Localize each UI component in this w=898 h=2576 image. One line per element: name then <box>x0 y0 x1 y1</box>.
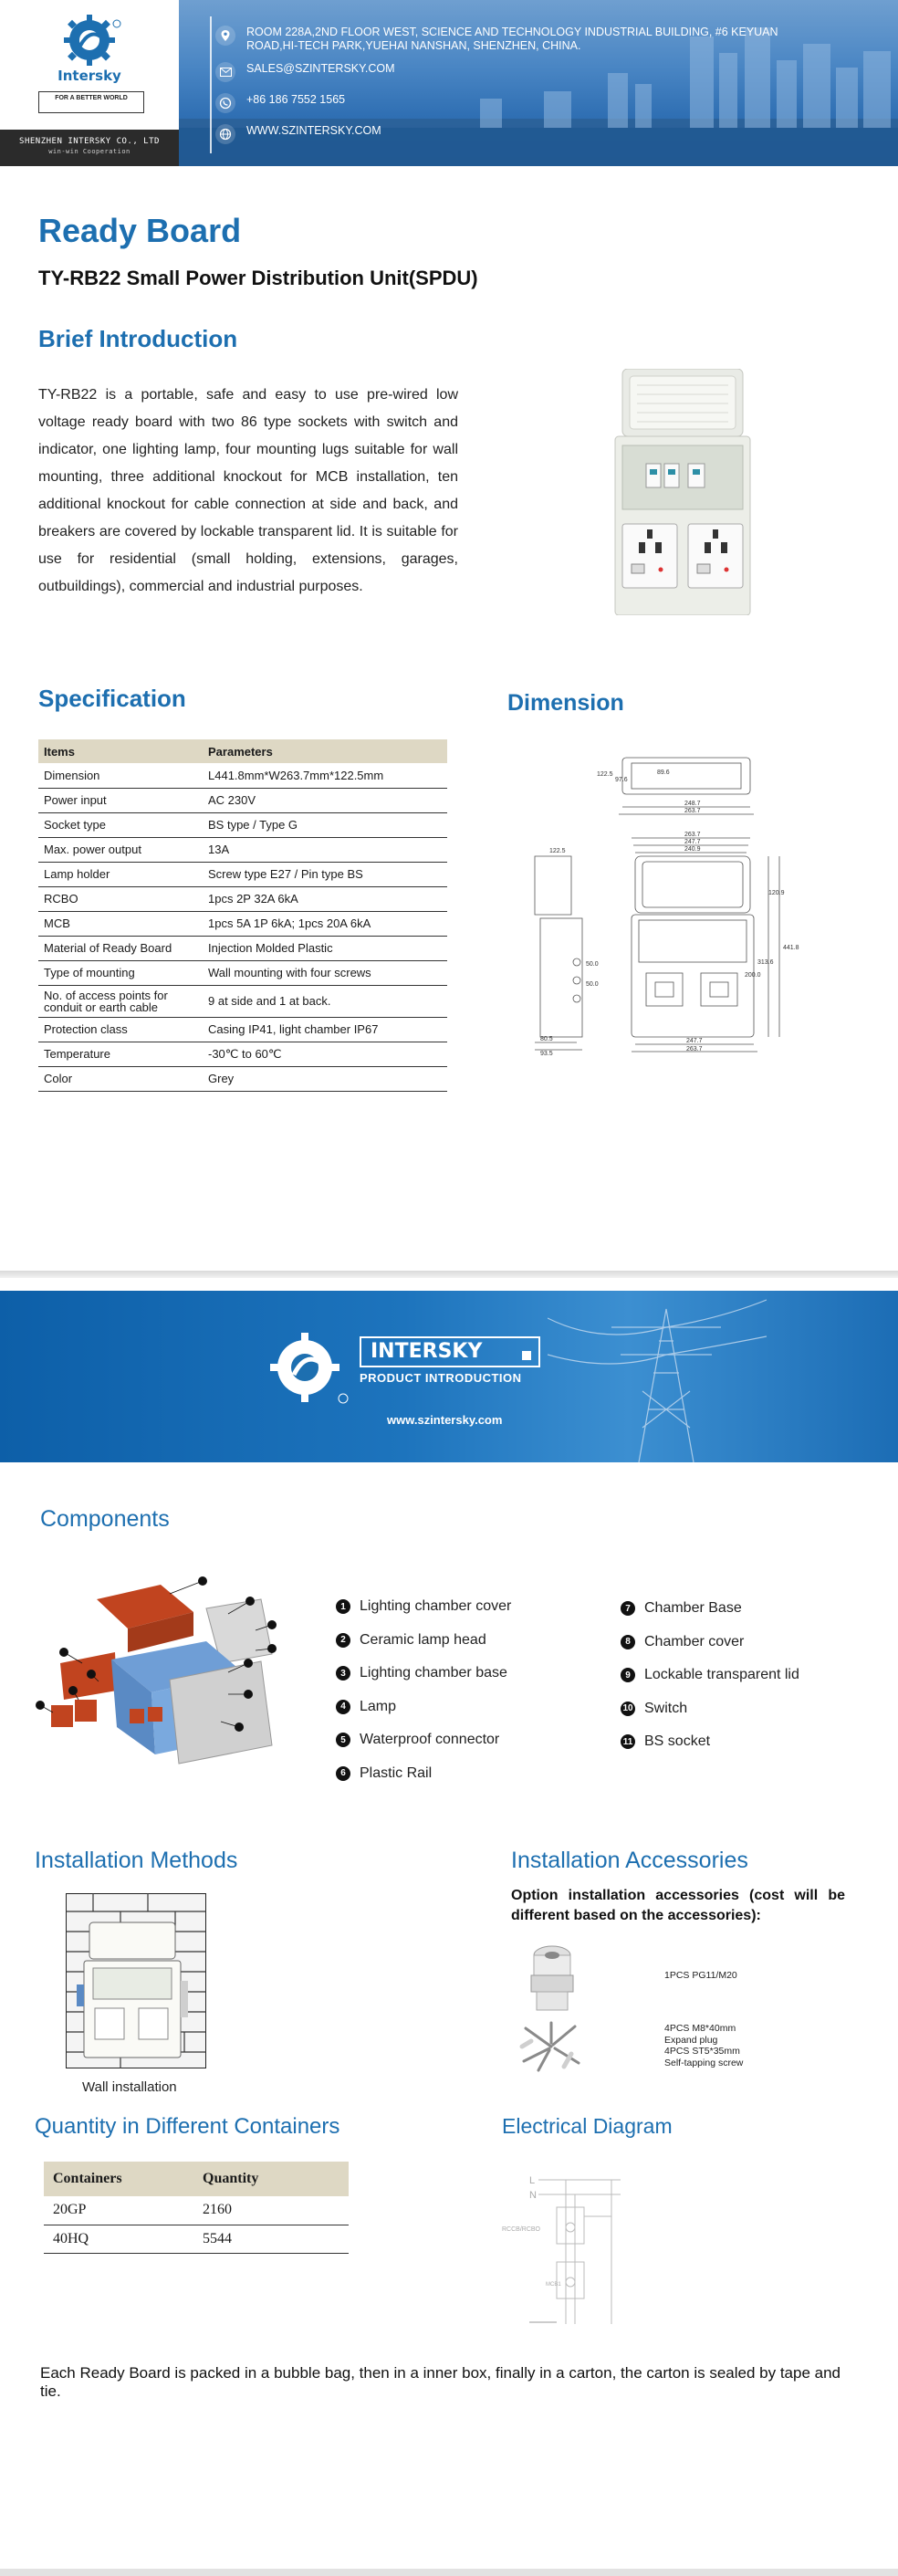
component-label: Switch <box>644 1700 688 1716</box>
wall-installation-label: Wall installation <box>82 2079 177 2095</box>
dim-label: 122.5 <box>549 848 566 854</box>
component-label: Lighting chamber base <box>360 1665 507 1681</box>
spec-col-parameters: Parameters <box>203 739 447 763</box>
list-item <box>336 1624 511 1658</box>
exploded-view-image <box>33 1572 288 1782</box>
dim-label: 89.6 <box>657 770 670 776</box>
accessory-gland-label: 1PCS PG11/M20 <box>664 1970 737 1981</box>
spec-value: Wall mounting with four screws <box>203 960 447 985</box>
square-mark-icon <box>522 1351 531 1360</box>
packing-note: Each Ready Board is packed in a bubble bag, then in a inner box, finally in a carton, the carton is sealed by tape and tie. <box>40 2364 841 2400</box>
dim-label: 248.7 <box>684 801 701 807</box>
spec-col-items: Items <box>38 739 203 763</box>
dim-label: 80.5 <box>540 1036 553 1042</box>
components-list-left <box>336 1590 511 1790</box>
dim-label: 50.0 <box>586 961 599 968</box>
item-number-badge: 5 <box>336 1733 350 1747</box>
table-row <box>38 936 447 960</box>
company-name: SHENZHEN INTERSKY CO., LTD <box>19 137 160 146</box>
website-row <box>215 124 830 144</box>
accessory-line: Expand plug <box>664 2034 718 2046</box>
banner-url[interactable]: www.szintersky.com <box>387 1413 503 1427</box>
dim-label: 240.9 <box>684 846 701 853</box>
banner-brand: INTERSKY <box>371 1340 483 1363</box>
item-number-badge: 7 <box>621 1601 635 1616</box>
component-label: Waterproof connector <box>360 1732 500 1748</box>
dim-label: 263.7 <box>686 1046 703 1052</box>
spec-value: Screw type E27 / Pin type BS <box>203 862 447 886</box>
spec-item: Lamp holder <box>38 862 203 886</box>
whatsapp-icon <box>215 93 235 113</box>
list-item <box>336 1657 511 1691</box>
table-row <box>44 2225 349 2253</box>
table-row <box>38 812 447 837</box>
dim-label: 120.9 <box>768 890 785 896</box>
accessories-description: Option installation accessories (cost will be different based on the accessories): <box>511 1888 845 1923</box>
company-motto: win-win Cooperation <box>48 148 131 155</box>
item-number-badge: 10 <box>621 1702 635 1716</box>
dim-label: 50.0 <box>586 981 599 988</box>
electrical-diagram-image <box>502 2162 621 2326</box>
accessory-screws-label <box>664 2023 743 2068</box>
container-qty: 5544 <box>193 2225 349 2253</box>
spec-item: Max. power output <box>38 837 203 862</box>
intro-heading: Brief Introduction <box>38 325 238 352</box>
page-bottom-border <box>0 2569 898 2576</box>
specification-heading: Specification <box>38 685 186 712</box>
accessory-line: 4PCS M8*40mm <box>664 2023 736 2034</box>
list-item <box>621 1626 799 1660</box>
dim-label: 313.6 <box>757 959 774 966</box>
spec-item: MCB <box>38 911 203 936</box>
dim-label: 93.5 <box>540 1051 553 1057</box>
contact-divider <box>210 16 212 153</box>
component-label: Ceramic lamp head <box>360 1631 486 1648</box>
spec-item: Type of mounting <box>38 960 203 985</box>
company-name-bar <box>0 130 179 166</box>
component-label: Lockable transparent lid <box>644 1667 799 1683</box>
logo-tagline <box>38 91 144 113</box>
list-item <box>621 1659 799 1692</box>
dim-label: 247.7 <box>686 1038 703 1044</box>
table-row <box>38 1066 447 1091</box>
item-number-badge: 8 <box>621 1635 635 1649</box>
item-number-badge: 3 <box>336 1666 350 1681</box>
item-number-badge: 4 <box>336 1700 350 1714</box>
dim-label: 200.0 <box>745 972 761 979</box>
product-subtitle: TY-RB22 Small Power Distribution Unit(SPDU) <box>38 267 478 289</box>
dim-label: 247.7 <box>684 839 701 845</box>
wall-installation-image <box>66 1893 206 2068</box>
table-row <box>38 788 447 812</box>
ready-board-product-image <box>610 369 756 615</box>
containers-header-row <box>44 2162 349 2196</box>
item-number-badge: 1 <box>336 1599 350 1614</box>
components-list-right <box>621 1592 799 1759</box>
list-item <box>336 1757 511 1791</box>
gear-logo-icon <box>53 13 130 68</box>
installation-accessories-heading: Installation Accessories <box>511 1848 748 1873</box>
location-pin-icon <box>215 26 235 46</box>
spec-value: BS type / Type G <box>203 812 447 837</box>
banner-subtitle: PRODUCT INTRODUCTION <box>360 1371 522 1385</box>
dimension-drawing <box>522 747 823 1057</box>
specification-table <box>38 739 447 1092</box>
list-item <box>336 1590 511 1624</box>
table-row <box>38 985 447 1017</box>
item-number-badge: 2 <box>336 1633 350 1648</box>
accessory-line: 4PCS ST5*35mm <box>664 2046 740 2057</box>
dim-label: 97.6 <box>615 777 628 783</box>
components-heading: Components <box>40 1506 170 1532</box>
spec-item: Dimension <box>38 763 203 788</box>
spec-item: Socket type <box>38 812 203 837</box>
component-label: Lighting chamber cover <box>360 1598 512 1615</box>
installation-methods-heading: Installation Methods <box>35 1848 238 1873</box>
container-type: 20GP <box>44 2196 193 2225</box>
table-row <box>38 1017 447 1042</box>
list-item <box>621 1692 799 1726</box>
list-item <box>336 1723 511 1757</box>
company-logo-block <box>0 0 179 166</box>
spec-value: 1pcs 2P 32A 6kA <box>203 886 447 911</box>
item-number-badge: 11 <box>621 1734 635 1749</box>
list-item <box>336 1691 511 1724</box>
table-row <box>44 2196 349 2225</box>
logo-tagline-text: FOR A BETTER WORLD <box>55 95 128 101</box>
diagram-label-rcbo: RCCB/RCBO <box>502 2226 541 2233</box>
containers-table <box>44 2162 349 2254</box>
table-row <box>38 1042 447 1066</box>
container-qty: 2160 <box>193 2196 349 2225</box>
item-number-badge: 9 <box>621 1668 635 1682</box>
accessory-line: Self-tapping screw <box>664 2057 744 2068</box>
phone-row <box>215 93 830 113</box>
spec-value: -30℃ to 60℃ <box>203 1042 447 1066</box>
spec-item: Temperature <box>38 1042 203 1066</box>
intersky-gear-logo-icon <box>265 1325 356 1408</box>
spec-value: L441.8mm*W263.7mm*122.5mm <box>203 763 447 788</box>
phone-number[interactable]: +86 186 7552 1565 <box>246 93 346 106</box>
dim-label: 263.7 <box>684 832 701 838</box>
diagram-label-l: L <box>529 2175 536 2186</box>
spec-item: Color <box>38 1066 203 1091</box>
mail-icon <box>215 62 235 82</box>
list-item <box>621 1725 799 1759</box>
table-row <box>38 862 447 886</box>
dim-label: 441.8 <box>783 945 799 951</box>
cable-gland-image <box>520 1941 584 2014</box>
spec-item: Material of Ready Board <box>38 936 203 960</box>
component-label: Chamber Base <box>644 1600 742 1617</box>
dimension-heading: Dimension <box>507 690 624 716</box>
spec-value: 9 at side and 1 at back. <box>203 985 447 1017</box>
container-type: 40HQ <box>44 2225 193 2253</box>
col-quantity: Quantity <box>193 2162 349 2196</box>
spec-item: Power input <box>38 788 203 812</box>
dim-label: 122.5 <box>597 771 613 778</box>
spec-header-row <box>38 739 447 763</box>
item-number-badge: 6 <box>336 1766 350 1781</box>
table-row <box>38 911 447 936</box>
table-row <box>38 837 447 862</box>
address-text: ROOM 228A,2ND FLOOR WEST, SCIENCE AND TECHNOLOGY INDUSTRIAL BUILDING, #6 KEYUAN ROAD,HI-TECH PARK,YUEHAI NANSHAN, SHENZHEN, CHINA. <box>246 26 778 52</box>
screws-expand-plug-image <box>517 2019 586 2072</box>
component-label: Plastic Rail <box>360 1764 433 1781</box>
spec-value: Grey <box>203 1066 447 1091</box>
email-row <box>215 62 830 82</box>
spec-item: RCBO <box>38 886 203 911</box>
col-containers: Containers <box>44 2162 193 2196</box>
logo-name: Intersky <box>57 68 121 84</box>
email-link[interactable]: SALES@SZINTERSKY.COM <box>246 62 395 75</box>
electrical-diagram-heading: Electrical Diagram <box>502 2114 673 2138</box>
spec-value: 13A <box>203 837 447 862</box>
spec-item: Protection class <box>38 1017 203 1042</box>
table-row <box>38 960 447 985</box>
section-divider <box>0 1271 898 1278</box>
intro-text: TY-RB22 is a portable, safe and easy to use pre-wired low voltage ready board with two 86 type sockets with switch and indicator, one lighting lamp, four mounting lugs suitable for wall mounting, three additional knockout for MCB installation, ten additional knockout for cable connection at side and back, and breakers are covered by lockable transparent lid. It is suitable for use for residential (small holding, extensions, garages, outbuildings), commercial and industrial purposes. <box>38 387 458 594</box>
power-tower-image <box>548 1291 767 1462</box>
component-label: Lamp <box>360 1698 397 1714</box>
spec-value: 1pcs 5A 1P 6kA; 1pcs 20A 6kA <box>203 911 447 936</box>
dim-label: 263.7 <box>684 808 701 814</box>
diagram-label-n: N <box>529 2190 537 2201</box>
spec-value: Casing IP41, light chamber IP67 <box>203 1017 447 1042</box>
list-item <box>621 1592 799 1626</box>
spec-value: Injection Molded Plastic <box>203 936 447 960</box>
product-introduction-banner <box>0 1291 898 1462</box>
spec-item: No. of access points for conduit or earth cable <box>38 985 203 1017</box>
component-label: BS socket <box>644 1733 711 1750</box>
page-header <box>0 0 898 166</box>
component-label: Chamber cover <box>644 1633 745 1649</box>
containers-heading: Quantity in Different Containers <box>35 2114 340 2139</box>
spec-value: AC 230V <box>203 788 447 812</box>
website-link[interactable]: WWW.SZINTERSKY.COM <box>246 124 381 137</box>
table-row <box>38 886 447 911</box>
contact-banner <box>179 0 898 166</box>
diagram-label-mcb: MCB1 <box>546 2282 561 2288</box>
table-row <box>38 763 447 788</box>
product-title: Ready Board <box>38 212 242 249</box>
globe-icon <box>215 124 235 144</box>
address-row <box>215 26 830 53</box>
banner-brand-box <box>360 1336 540 1367</box>
